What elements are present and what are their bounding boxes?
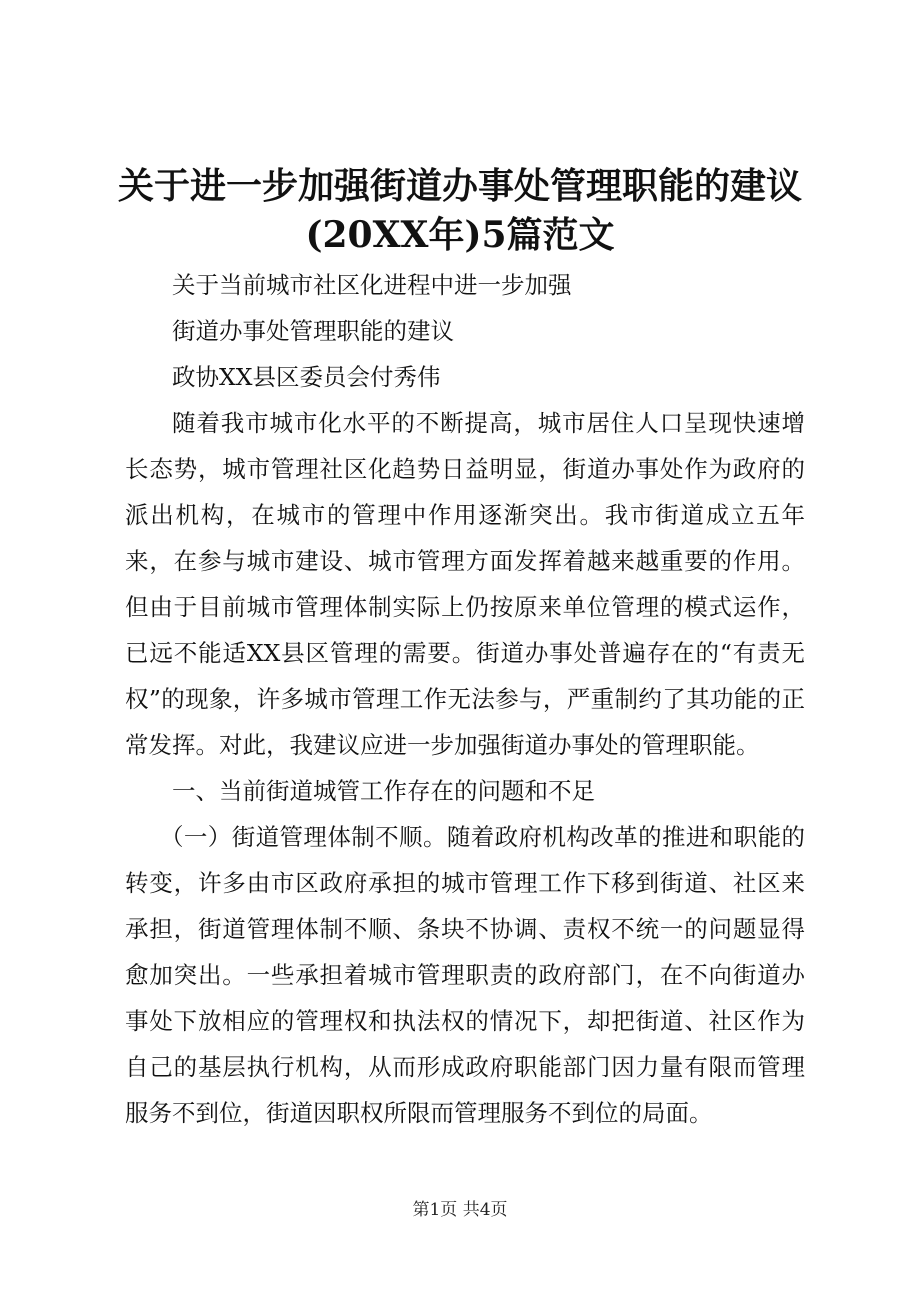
document-body xyxy=(125,262,805,1136)
document-title-line-2: (20XX年)5篇范文 xyxy=(305,214,615,256)
body-paragraph-intro: 随着我市城市化水平的不断提高，城市居住人口呈现快速增长态势，城市管理社区化趋势日益明显，街道办事处作为政府的派出机构，在城市的管理中作用逐渐突出。我市街道成立五年来，在参与城市建设、城市管理方面发挥着越来越重要的作用。但由于目前城市管理体制实际上仍按原来单位管理的模式运作，已远不能适XX县区管理的需要。街道办事处普遍存在的“有责无权”的现象，许多城市管理工作无法参与，严重制约了其功能的正常发挥。对此，我建议应进一步加强街道办事处的管理职能。 xyxy=(125,409,805,759)
section-heading-1: 一、当前街道城管工作存在的问题和不足 xyxy=(172,777,595,805)
page-footer: 第1页 共4页 xyxy=(412,1200,508,1220)
subtitle-line-2: 街道办事处管理职能的建议 xyxy=(172,317,454,345)
subtitle-line-1: 关于当前城市社区化进程中进一步加强 xyxy=(172,271,572,299)
author-line: 政协XX县区委员会付秀伟 xyxy=(172,363,441,391)
body-paragraph-section-1-1: （一）街道管理体制不顺。随着政府机构改革的推进和职能的转变，许多由市区政府承担的城市管理工作下移到街道、社区来承担，街道管理体制不顺、条块不协调、责权不统一的问题显得愈加突出。一些承担着城市管理职责的政府部门，在不向街道办事处下放相应的管理权和执法权的情况下，却把街道、社区作为自己的基层执行机构，从而形成政府职能部门因力量有限而管理服务不到位，街道因职权所限而管理服务不到位的局面。 xyxy=(125,823,805,1127)
document-title-line-1: 关于进一步加强街道办事处管理职能的建议 xyxy=(117,165,802,207)
